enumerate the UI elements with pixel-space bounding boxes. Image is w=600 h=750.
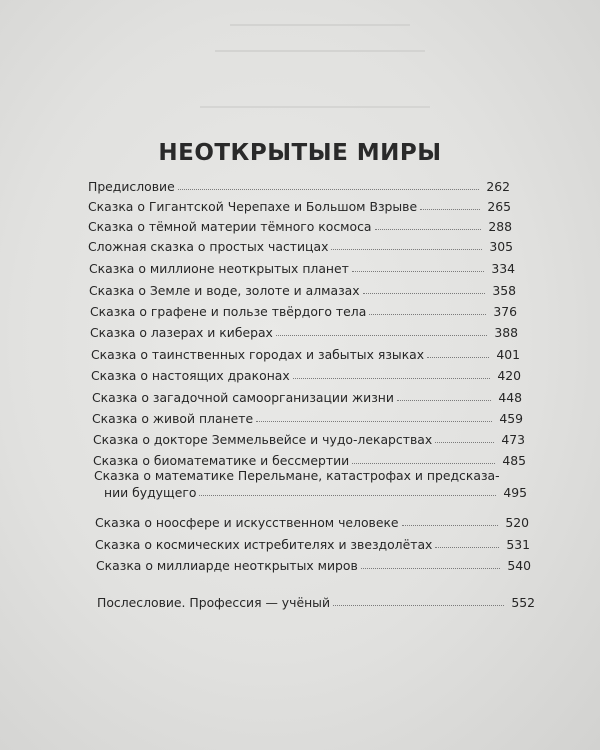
- toc-entry-title: Сказка о биоматематике и бессмертии: [93, 453, 350, 468]
- dot-leader: [435, 441, 494, 443]
- toc-entry-page: 473: [501, 432, 525, 447]
- toc-entry-title: Сказка о таинственных городах и забытых языках: [91, 347, 425, 362]
- toc-entry: [96, 553, 531, 573]
- toc-entry: [88, 214, 512, 234]
- toc-entry: [88, 234, 513, 254]
- toc-entry: [88, 194, 511, 214]
- toc-entry-page: 305: [489, 239, 513, 254]
- toc-entry-page: 358: [492, 283, 516, 298]
- toc-entry-title-continued: нии будущего: [104, 485, 197, 500]
- toc-entry-page: 401: [496, 347, 520, 362]
- dot-leader: [199, 494, 496, 496]
- toc-entry-page: 552: [511, 595, 535, 610]
- dot-leader: [276, 334, 487, 336]
- dot-leader: [352, 270, 484, 272]
- dot-leader: [420, 208, 480, 210]
- toc-entry: [93, 448, 526, 468]
- toc-entry-title: Сказка о графене и пользе твёрдого тела: [90, 304, 367, 319]
- toc-entry-title: Сказка о загадочной самоорганизации жизни: [92, 390, 394, 405]
- toc-entry: [94, 468, 527, 506]
- toc-entry-page: 531: [506, 537, 530, 552]
- toc-entry: [90, 299, 517, 319]
- toc-entry-page: 495: [503, 485, 527, 500]
- dot-leader: [427, 356, 489, 358]
- dot-leader: [375, 228, 481, 230]
- toc-entry-title: Сложная сказка о простых частицах: [88, 239, 329, 254]
- toc-entry: [91, 363, 521, 383]
- toc-entry-title: Сказка о миллиарде неоткрытых миров: [96, 558, 358, 573]
- toc-entry: [95, 532, 530, 552]
- bleed-through-text: [215, 44, 425, 52]
- toc-entry-title: Сказка о космических истребителях и звездолётах: [95, 537, 433, 552]
- toc-entry: [88, 174, 510, 194]
- toc-entry-title: Сказка о живой планете: [92, 411, 254, 426]
- toc-entry-page: 540: [507, 558, 531, 573]
- bleed-through-text: [230, 18, 410, 26]
- toc-entry: [93, 427, 525, 447]
- toc-entry-page: 376: [493, 304, 517, 319]
- dot-leader: [369, 313, 486, 315]
- dot-leader: [352, 462, 495, 464]
- toc-entry-title: Сказка о докторе Земмельвейсе и чудо-лекарствах: [93, 432, 433, 447]
- dot-leader: [256, 420, 492, 422]
- dot-leader: [293, 377, 490, 379]
- toc-entry: [97, 590, 535, 610]
- toc-entry-page: 265: [487, 199, 511, 214]
- toc-entry-title: Послесловие. Профессия — учёный: [97, 595, 331, 610]
- toc-entry-page: 420: [497, 368, 521, 383]
- bleed-through-text: [200, 100, 430, 108]
- toc-entry-page: 388: [494, 325, 518, 340]
- toc-entry: [91, 342, 520, 362]
- dot-leader: [361, 567, 500, 569]
- toc-entry-title: Предисловие: [88, 179, 175, 194]
- dot-leader: [333, 604, 504, 606]
- toc-entry-page: 485: [502, 453, 526, 468]
- toc-entry-page: 448: [498, 390, 522, 405]
- toc-entry: [90, 320, 518, 340]
- toc-entry-title: Сказка о тёмной материи тёмного космоса: [88, 219, 372, 234]
- toc-entry-page: 288: [488, 219, 512, 234]
- toc-entry-continuation: [104, 485, 527, 500]
- dot-leader: [331, 248, 482, 250]
- toc-entry-title: Сказка о математике Перельмане, катастрофах и предсказа-: [94, 468, 500, 483]
- toc-entry: [89, 256, 515, 276]
- toc-entry-page: 459: [499, 411, 523, 426]
- toc-entry-title: Сказка о миллионе неоткрытых планет: [89, 261, 349, 276]
- page-title: НЕОТКРЫТЫЕ МИРЫ: [158, 140, 442, 167]
- toc-entry: [92, 406, 523, 426]
- dot-leader: [435, 546, 499, 548]
- toc-entry-title: Сказка о Земле и воде, золоте и алмазах: [89, 283, 360, 298]
- toc-entry-page: 262: [486, 179, 510, 194]
- toc-entry: [89, 278, 516, 298]
- dot-leader: [402, 524, 498, 526]
- toc-entry-title: Сказка о Гигантской Черепахе и Большом Взрыве: [88, 199, 418, 214]
- toc-entry-title: Сказка о ноосфере и искусственном человеке: [95, 515, 399, 530]
- toc-entry-title: Сказка о настоящих драконах: [91, 368, 290, 383]
- toc-entry-title: Сказка о лазерах и киберах: [90, 325, 273, 340]
- toc-entry-page: 520: [505, 515, 529, 530]
- toc-entry-page: 334: [491, 261, 515, 276]
- dot-leader: [363, 292, 485, 294]
- toc-entry: [92, 385, 522, 405]
- toc-entry: [95, 510, 529, 530]
- dot-leader: [397, 399, 491, 401]
- dot-leader: [178, 188, 479, 190]
